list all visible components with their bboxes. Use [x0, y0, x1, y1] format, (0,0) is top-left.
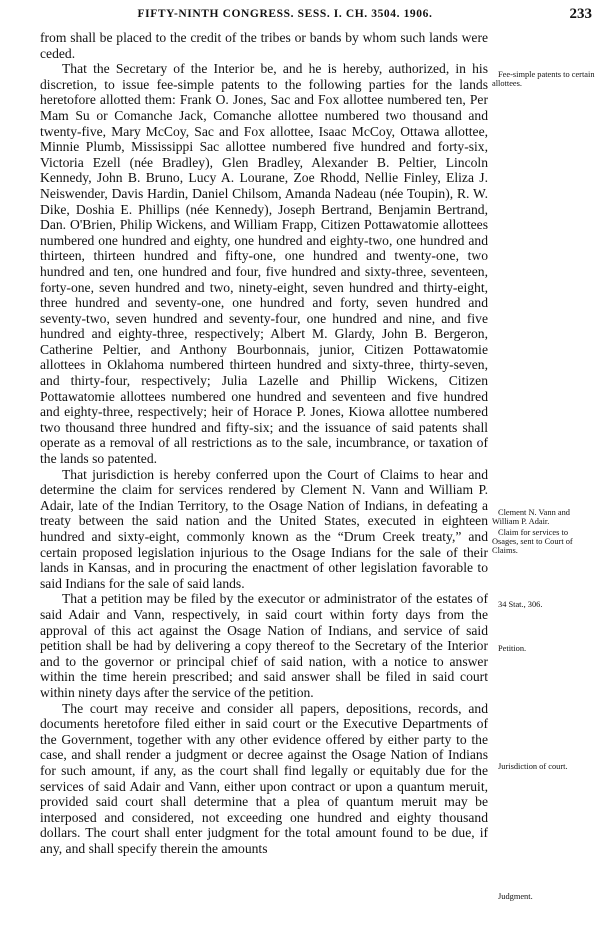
page-header	[40, 6, 594, 28]
margin-note-claim-services: Claim for services to Osages, sent to Court of Claims.	[492, 528, 573, 555]
margin-note-fee-simple: Fee-simple patents to certain allottees.	[492, 70, 595, 88]
paragraph-court-of-claims-jurisdiction: That jurisdiction is hereby conferred upon the Court of Claims to hear and determine the claim for services rendered by Clement N. Vann and William P. Adair, late of the Indian Territory, to the Osage Nation of Indians, in defeating a treaty between the said nation and the United States, executed in eighteen hundred and sixty-eight, commonly known as the “Drum Creek treaty,” and certain proposed legislation injurious to the Osage Indians for the sale of their lands in Kansas, and in procuring the enactment of other legislation favorable to said Indians for the sale of said lands.	[40, 466, 488, 591]
margin-note-petition: Petition.	[498, 644, 527, 653]
paragraph-court-evidence: The court may receive and consider all papers, depositions, records, and documents heretofore filed either in said court or the Executive Departments of the Government, together with any other evidence offered by either party to the case, and shall render a judgment or decree against the Osage Nation of Indians for such amount, if any, as the court shall find legally or equitably due for the services of said Adair and Vann, either upon contract or upon a quantum meruit, provided said court shall determine that a plea of quantum meruit may be interposed and considered, not exceeding one hundred and eighty thousand dollars. The court shall enter judgment for the total amount found to be due, if any, and shall specify therein the amounts	[40, 700, 488, 856]
margin-note-vann-adair: Clement N. Vann and William P. Adair.	[492, 508, 570, 526]
margin-note-jurisdiction: Jurisdiction of court.	[498, 762, 568, 771]
margin-note-statute-ref: 34 Stat., 306.	[498, 600, 543, 609]
running-title: FIFTY-NINTH CONGRESS. SESS. I. CH. 3504. 1906.	[137, 8, 433, 20]
paragraph-petition: That a petition may be filed by the executor or administrator of the estates of said Adair and Vann, respectively, in said court within forty days from the approval of this act against the Osage Nation of Indians, and service of said petition shall be had by delivering a copy thereof to the Secretary of the Interior and to the governor or principal chief of said nation, with a notice to answer within the time herein prescribed; and said answer shall be filed in said court within ninety days after the service of the petition.	[40, 591, 488, 700]
paragraph-fee-simple-patents: That the Secretary of the Interior be, and he is hereby, authorized, in his discretion, to issue fee-simple patents to the following parties for the lands heretofore allotted them: Frank O. Jones, Sac and Fox allottee numbered ten, Per Mam Su or Comanche Jack, Comanche allottee numbered two thousand and twenty-five, Mary McCoy, Sac and Fox allottee, Isaac McCoy, Ottawa allottee, Minnie Plumb, Mississippi Sac allottee numbered five hundred and forty-six, Victoria Ezell (née Bradley), Glen Bradley, Alexander B. Peltier, Lincoln Kennedy, John B. Bruno, Lucy A. Lourane, Zoe Rhodd, Nellie Finley, Eliza J. Neiswender, Davis Hardin, Daniel Chilsom, Amanda Nadeau (née Toupin), R. W. Dike, Doshia E. Phillips (née Kennedy), Joseph Bertrand, Benjamin Bertrand, Dan. O'Brien, Philip Wickens, and William Frapp, Citizen Pottawatomie allottees numbered one hundred and eighty, one hundred and eighty-two, one hundred and thirteen, thirteen hundred and fifty-one, one hundred and twenty-one, two hundred and ten, one hundred and four, five hundred and sixty-three, seventeen, forty-one, seven hundred and two, ninety-eight, seven hundred and thirty-eight, three hundred and seventy-one, one hundred and forty, seven hundred and seventy-two, seven hundred and seventy-four, one hundred and nine, and five hundred and eighty-three, respectively; Albert M. Glardy, John B. Bergeron, Catherine Peltier, and Anthony Bourbonnais, junior, Citizen Pottawatomie allottees in Oklahoma numbered thirteen hundred and sixty-three, thirty-seven, and thirty-four, respectively; Julia Lazelle and Phillip Wickens, Citizen Pottawatomie allottees numbered one hundred and seventeen and five hundred and eighty-three, respectively; heir of Horace P. Jones, Kiowa allottee numbered two thousand three hundred and fifty-six; and the issuance of said patents shall operate as a removal of all restrictions as to the sale, incumbrance, or taxation of the lands so patented.	[40, 61, 488, 467]
margin-note-judgment: Judgment.	[498, 892, 533, 901]
page-number: 233	[569, 6, 592, 22]
body-text	[40, 30, 488, 856]
paragraph-continuation: from shall be placed to the credit of the tribes or bands by whom such lands were ceded.	[40, 30, 488, 61]
